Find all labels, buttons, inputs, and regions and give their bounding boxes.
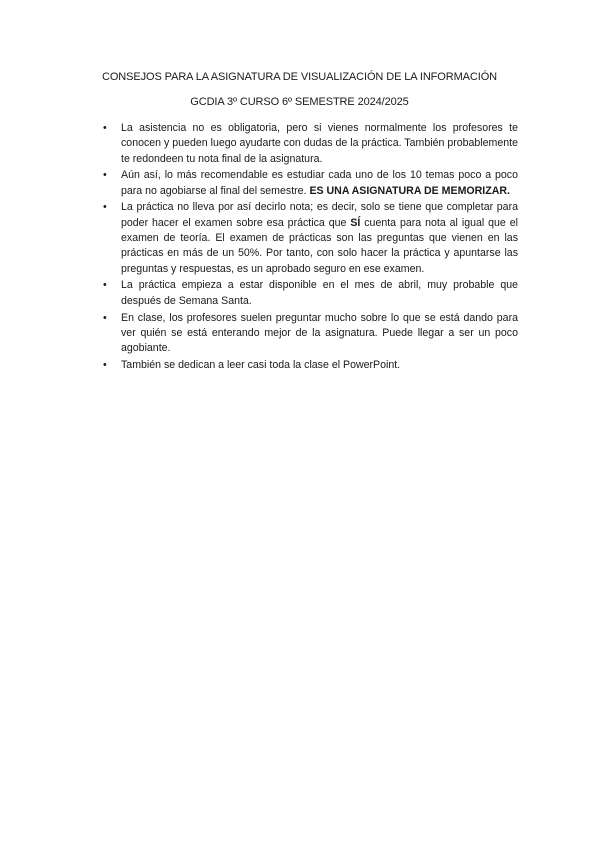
list-item-text: También se dedican a leer casi toda la clase el PowerPoint. [121, 358, 401, 371]
list-item-emphasis: ES UNA ASIGNATURA DE MEMORIZAR. [309, 184, 510, 197]
list-item [100, 358, 518, 373]
bullet-icon: • [103, 201, 107, 214]
bullet-icon: • [103, 311, 107, 324]
list-item-text: La práctica no lleva por así decirlo nota; es decir, solo se tiene que completar para poder hacer el examen sobre esa práctica que [121, 201, 518, 229]
document-title: CONSEJOS PARA LA ASIGNATURA DE VISUALIZACIÓN DE LA INFORMACIÓN [102, 71, 497, 83]
list-item-text: La práctica empieza a estar disponible en el mes de abril, muy probable que después de Semana Santa. [121, 279, 518, 307]
list-item [100, 121, 518, 167]
document-subtitle: GCDIA 3º CURSO 6º SEMESTRE 2024/2025 [190, 96, 409, 108]
list-item-text: La asistencia no es obligatoria, pero si vienes normalmente los profesores te conocen y pueden luego ayudarte con dudas de la práctica. También probablemente te redondeen tu nota final de la asignatura. [121, 122, 518, 165]
bullet-list [100, 121, 518, 375]
list-item-text-continued: cuenta para nota al igual que el examen de teoría. El examen de prácticas son las preguntas que vienen en las prácticas en más de un 50%. Por tanto, con solo hacer la práctica y apuntarse las preguntas y respuestas, es un aprobado seguro en ese examen. [121, 216, 518, 275]
bullet-icon: • [103, 122, 107, 134]
list-item [100, 278, 518, 309]
list-item [100, 311, 518, 357]
bullet-icon: • [103, 169, 107, 182]
bullet-icon: • [103, 279, 107, 292]
list-item-emphasis: SÍ [350, 216, 361, 229]
list-item [100, 200, 518, 276]
list-item [100, 168, 518, 199]
bullet-icon: • [103, 358, 107, 371]
list-item-text: En clase, los profesores suelen preguntar mucho sobre lo que se está dando para ver quién se está enterando mejor de la asignatura. Puede llegar a ser un poco agobiante. [121, 311, 518, 355]
list-item-text: Aún así, lo más recomendable es estudiar cada uno de los 10 temas poco a poco para no agobiarse al final del semestre. [121, 169, 518, 197]
